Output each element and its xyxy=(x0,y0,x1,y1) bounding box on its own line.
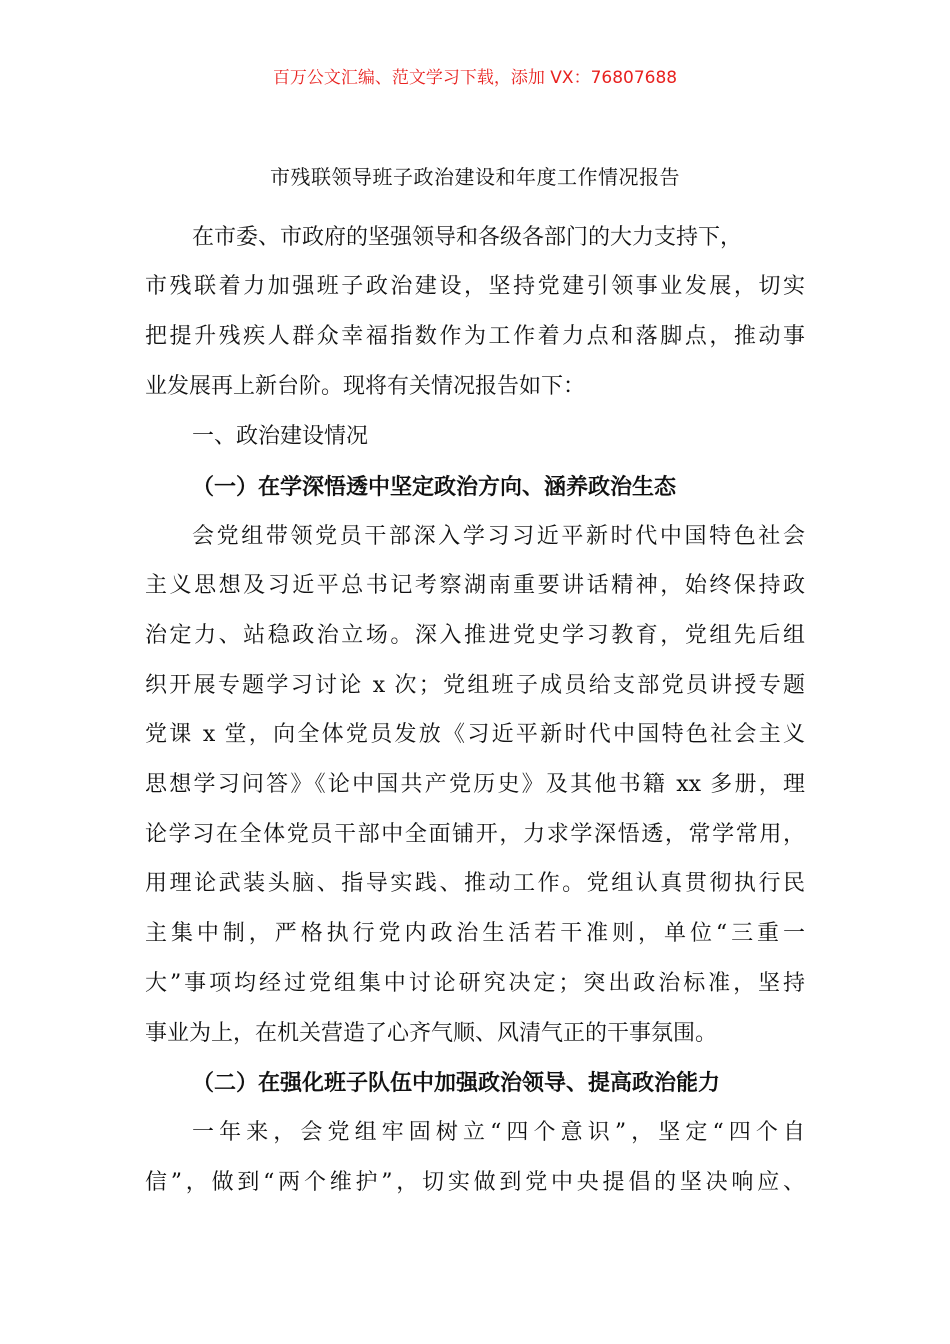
paragraph-line: 用理论武装头脑、指导实践、推动工作。党组认真贯彻执行民 xyxy=(145,871,805,896)
subsection-heading: （一）在学深悟透中坚定政治方向、涵养政治生态 xyxy=(192,474,677,500)
paragraph-line: 一年来，会党组牢固树立“四个意识”，坚定“四个自 xyxy=(192,1120,805,1145)
paragraph-line: 把提升残疾人群众幸福指数作为工作着力点和落脚点，推动事 xyxy=(145,324,805,349)
paragraph-line: 业发展再上新台阶。现将有关情况报告如下： xyxy=(145,374,586,399)
section-heading: 一、政治建设情况 xyxy=(192,424,369,449)
document-title: 市残联领导班子政治建设和年度工作情况报告 xyxy=(270,165,680,189)
paragraph-line: 在市委、市政府的坚强领导和各级各部门的大力支持下， xyxy=(192,225,743,250)
paragraph-line: 论学习在全体党员干部中全面铺开，力求学深悟透，常学常用， xyxy=(145,822,805,847)
paragraph-line: 治定力、站稳政治立场。深入推进党史学习教育，党组先后组 xyxy=(145,623,805,648)
paragraph-line: 主集中制，严格执行党内政治生活若干准则，单位“三重一 xyxy=(145,921,805,946)
paragraph-line: 市残联着力加强班子政治建设，坚持党建引领事业发展，切实 xyxy=(145,274,805,299)
paragraph-line: 信”，做到“两个维护”，切实做到党中央提倡的坚决响应、 xyxy=(145,1170,805,1195)
paragraph-line: 主义思想及习近平总书记考察湖南重要讲话精神，始终保持政 xyxy=(145,573,805,598)
paragraph-line: 织开展专题学习讨论 x 次；党组班子成员给支部党员讲授专题 xyxy=(145,673,805,698)
subsection-heading: （二）在强化班子队伍中加强政治领导、提高政治能力 xyxy=(192,1070,721,1096)
watermark-header: 百万公文汇编、范文学习下载，添加 VX：76807688 xyxy=(272,68,678,88)
paragraph-line: 大”事项均经过党组集中讨论研究决定；突出政治标准，坚持 xyxy=(145,971,805,996)
paragraph-line: 会党组带领党员干部深入学习习近平新时代中国特色社会 xyxy=(192,524,805,549)
paragraph-line: 党课 x 堂，向全体党员发放《习近平新时代中国特色社会主义 xyxy=(145,722,805,747)
paragraph-line: 思想学习问答》《论中国共产党历史》及其他书籍 xx 多册，理 xyxy=(145,772,805,797)
paragraph-line: 事业为上，在机关营造了心齐气顺、风清气正的干事氛围。 xyxy=(145,1021,718,1046)
